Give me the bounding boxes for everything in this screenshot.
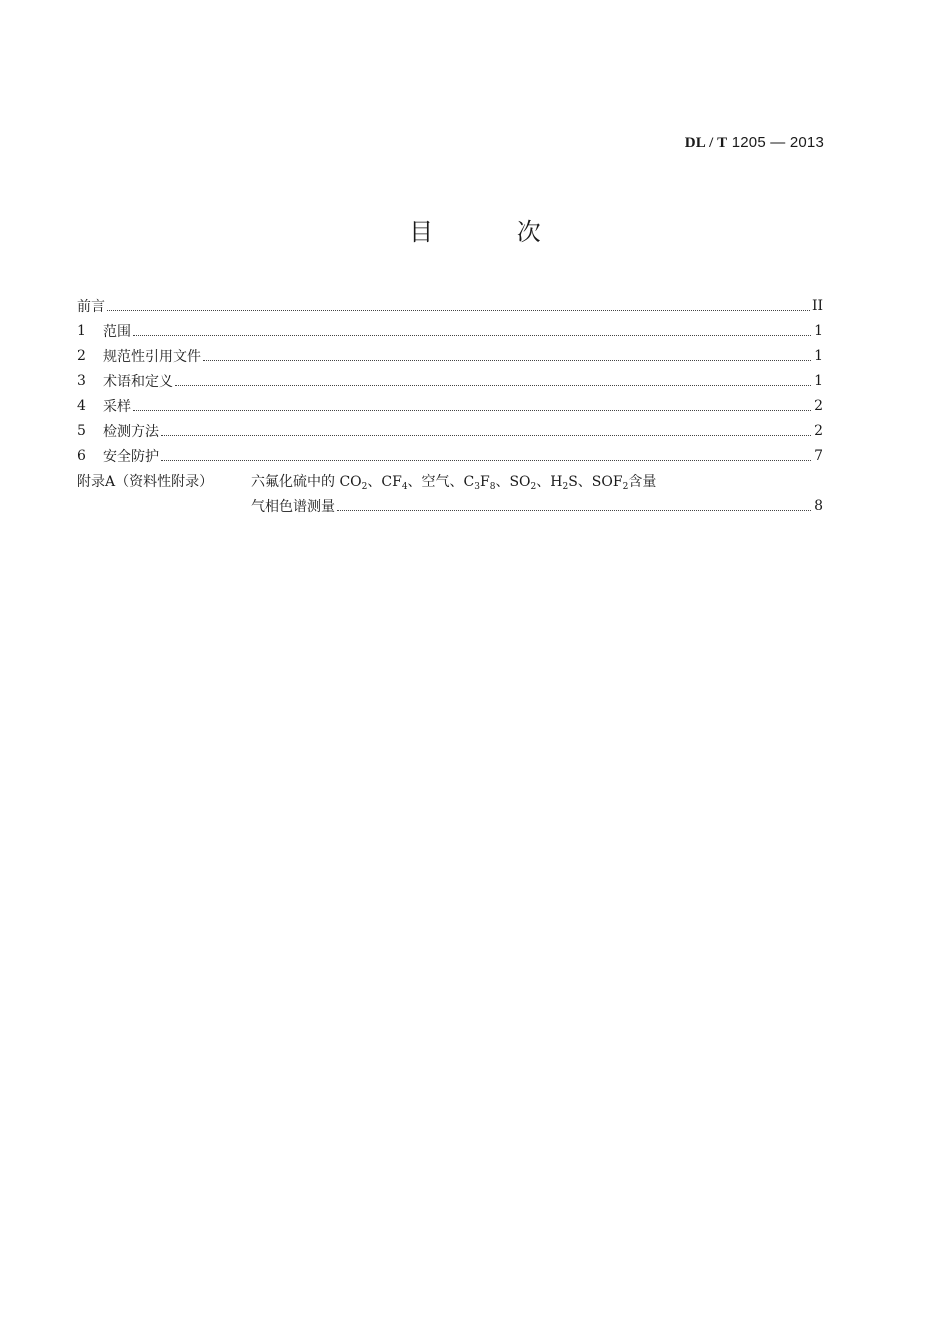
toc-leader [133, 409, 811, 411]
table-of-contents [77, 293, 823, 518]
toc-page: 1 [814, 322, 823, 339]
toc-leader [203, 359, 811, 361]
toc-page: 1 [814, 372, 823, 389]
appendix-prefix: 附录A（资料性附录） [77, 473, 214, 490]
toc-leader [337, 509, 811, 511]
toc-entry-4[interactable] [77, 393, 823, 418]
toc-label: 范围 [103, 323, 131, 340]
toc-page: 2 [814, 397, 823, 414]
page-title: 目 次 [409, 218, 579, 246]
toc-number: 5 [77, 422, 86, 439]
toc-page: 7 [814, 447, 823, 464]
toc-label: 检测方法 [103, 423, 159, 440]
appendix-title-line2: 气相色谱测量 [251, 498, 335, 515]
toc-entry-6[interactable] [77, 443, 823, 468]
toc-entry-appendix-a[interactable] [77, 468, 823, 518]
toc-entry-1[interactable] [77, 318, 823, 343]
toc-label: 规范性引用文件 [103, 348, 201, 365]
toc-leader [175, 384, 811, 386]
standard-prefix: DL / T [684, 135, 728, 151]
toc-leader [161, 434, 811, 436]
toc-leader [107, 309, 810, 311]
toc-entry-3[interactable] [77, 368, 823, 393]
toc-entry-5[interactable] [77, 418, 823, 443]
toc-number: 4 [77, 397, 86, 414]
toc-page: 1 [814, 347, 823, 364]
toc-entry-foreword[interactable] [77, 293, 823, 318]
toc-label: 前言 [77, 298, 105, 315]
toc-page: 2 [814, 422, 823, 439]
toc-leader [161, 459, 811, 461]
toc-number: 1 [77, 322, 86, 339]
toc-label: 术语和定义 [103, 373, 173, 390]
toc-page: II [811, 297, 823, 314]
standard-code [685, 134, 824, 152]
toc-label: 采样 [103, 398, 131, 415]
toc-number: 2 [77, 347, 86, 364]
toc-number: 6 [77, 447, 86, 464]
toc-label: 安全防护 [103, 448, 159, 465]
toc-number: 3 [77, 372, 86, 389]
standard-number: 1205 — 2013 [731, 134, 824, 151]
toc-page: 8 [814, 497, 823, 514]
toc-leader [133, 334, 811, 336]
toc-entry-2[interactable] [77, 343, 823, 368]
appendix-title-line1: 六氟化硫中的 $CO_2$、$CF_4$、空气、$C_3F_8$、$SO_2$、$H_2S$、$SOF_2$含量 [251, 473, 657, 492]
